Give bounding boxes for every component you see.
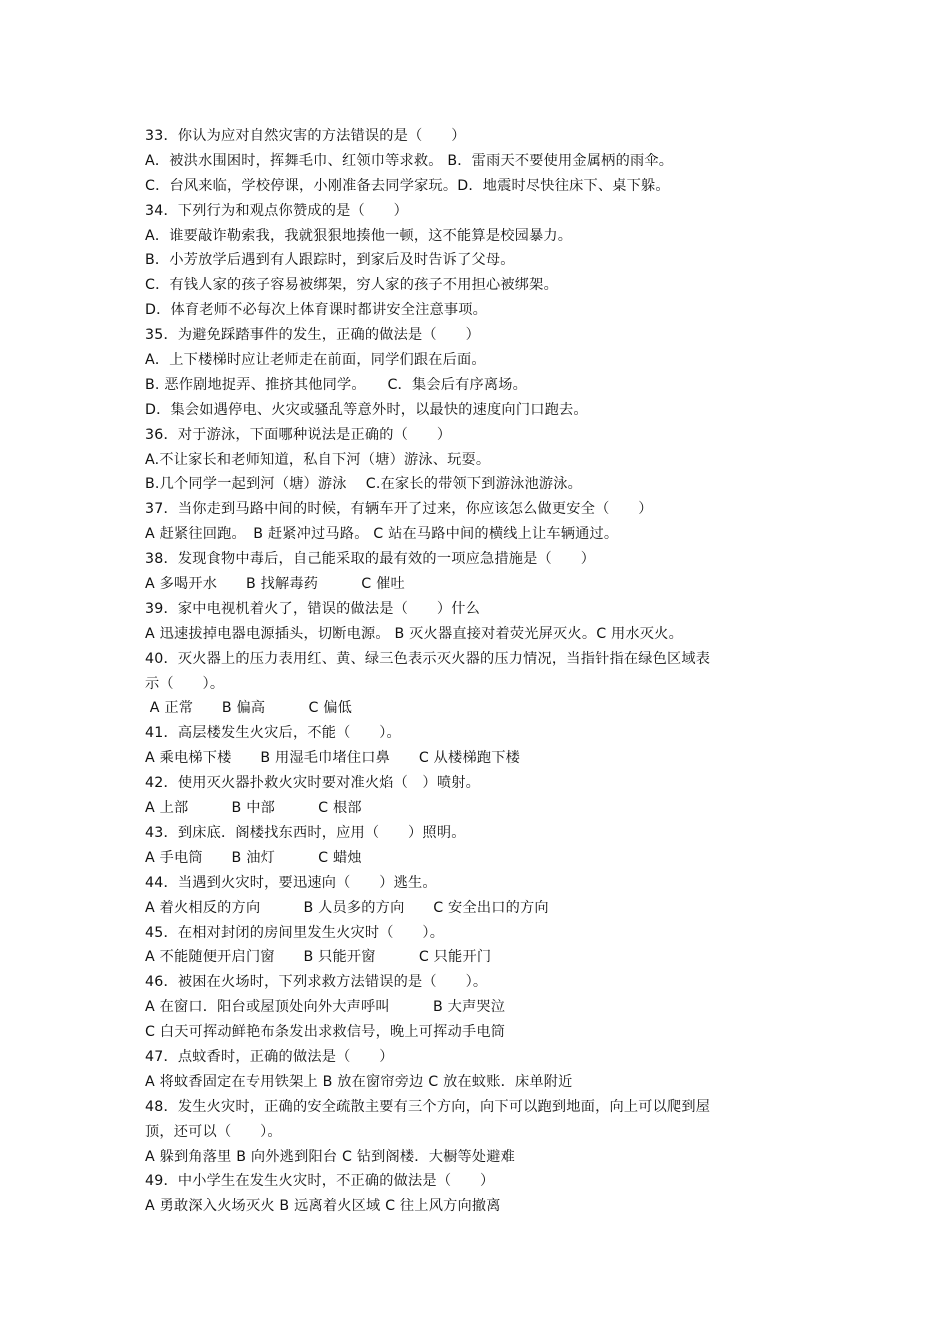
question-42: 42．使用灭火器扑救火灾时要对准火焰（ ）喷射。 — [145, 775, 480, 792]
answer-option: A．上下楼梯时应让老师走在前面，同学们跟在后面。 — [145, 352, 486, 369]
answer-options: C．台风来临，学校停课，小刚准备去同学家玩。D．地震时尽快往床下、桌下躲。 — [145, 177, 670, 194]
answer-options: B.几个同学一起到河（塘）游泳 C.在家长的带领下到游泳池游泳。 — [145, 476, 583, 493]
question-38: 38．发现食物中毒后，自己能采取的最有效的一项应急措施是（ ） — [145, 551, 596, 568]
question-33: 33．你认为应对自然灾害的方法错误的是（ ） — [145, 128, 466, 144]
answer-options: A 着火相反的方向 B 人员多的方向 C 安全出口的方向 — [145, 899, 549, 916]
answer-options: A 迅速拔掉电器电源插头，切断电源。 B 灭火器直接对着荧光屏灭火。C 用水灭火。 — [145, 625, 683, 642]
answer-options: A 躲到角落里 B 向外逃到阳台 C 钻到阁楼．大橱等处避难 — [145, 1148, 516, 1165]
answer-option: C．有钱人家的孩子容易被绑架，穷人家的孩子不用担心被绑架。 — [145, 277, 558, 294]
answer-option: C 白天可挥动鲜艳布条发出求救信号，晚上可挥动手电筒 — [145, 1024, 506, 1041]
answer-options: A 在窗口．阳台或屋顶处向外大声呼叫 B 大声哭泣 — [145, 999, 506, 1016]
answer-options: A 不能随便开启门窗 B 只能开窗 C 只能开门 — [145, 949, 492, 966]
question-48: 48．发生火灾时，正确的安全疏散主要有三个方向，向下可以跑到地面，向上可以爬到屋 — [145, 1098, 711, 1115]
answer-options: A 赶紧往回跑。 B 赶紧冲过马路。 C 站在马路中间的横线上让车辆通过。 — [145, 526, 619, 543]
answer-options: A 多喝开水 B 找解毒药 C 催吐 — [145, 576, 405, 593]
answer-options: A 上部 B 中部 C 根部 — [145, 800, 362, 817]
answer-options: A 正常 B 偏高 C 偏低 — [145, 700, 353, 717]
answer-options: A 勇敢深入火场灭火 B 远离着火区域 C 往上风方向撤离 — [145, 1198, 501, 1215]
answer-option: D．集会如遇停电、火灾或骚乱等意外时，以最快的速度向门口跑去。 — [145, 401, 588, 418]
question-35: 35．为避免踩踏事件的发生，正确的做法是（ ） — [145, 327, 480, 344]
question-49: 49．中小学生在发生火灾时，不正确的做法是（ ） — [145, 1173, 495, 1190]
answer-options: A 手电筒 B 油灯 C 蜡烛 — [145, 849, 362, 866]
question-41: 41．高层楼发生火灾后，不能（ ）。 — [145, 725, 401, 742]
answer-option: A.不让家长和老师知道，私自下河（塘）游泳、玩耍。 — [145, 451, 491, 468]
question-36: 36．对于游泳，下面哪种说法是正确的（ ） — [145, 426, 452, 443]
answer-options: A 将蚊香固定在专用铁架上 B 放在窗帘旁边 C 放在蚊账．床单附近 — [145, 1073, 573, 1090]
answer-options: B. 恶作剧地捉弄、推挤其他同学。 C．集会后有序离场。 — [145, 376, 528, 393]
answer-option: B．小芳放学后遇到有人跟踪时，到家后及时告诉了父母。 — [145, 252, 515, 269]
question-40-continued: 示（ ）。 — [145, 675, 225, 692]
question-44: 44．当遇到火灾时，要迅速向（ ）逃生。 — [145, 874, 437, 891]
question-47: 47．点蚊香时，正确的做法是（ ） — [145, 1048, 394, 1065]
question-40: 40．灭火器上的压力表用红、黄、绿三色表示灭火器的压力情况，当指针指在绿色区域表 — [145, 650, 711, 667]
answer-options: A．被洪水围困时，挥舞毛巾、红领巾等求救。 B．雷雨天不要使用金属柄的雨伞。 — [145, 152, 674, 169]
question-37: 37．当你走到马路中间的时候，有辆车开了过来，你应该怎么做更安全（ ） — [145, 501, 653, 518]
question-48-continued: 顶，还可以（ ）。 — [145, 1123, 282, 1140]
question-46: 46．被困在火场时，下列求救方法错误的是（ ）。 — [145, 974, 488, 991]
question-45: 45．在相对封闭的房间里发生火灾时（ ）。 — [145, 924, 445, 941]
question-34: 34．下列行为和观点你赞成的是（ ） — [145, 202, 409, 219]
answer-option: A．谁要敲诈勒索我，我就狠狠地揍他一顿，这不能算是校园暴力。 — [145, 227, 573, 244]
answer-option: D．体育老师不必每次上体育课时都讲安全注意事项。 — [145, 302, 488, 319]
answer-options: A 乘电梯下楼 B 用湿毛巾堵住口鼻 C 从楼梯跑下楼 — [145, 750, 520, 767]
question-39: 39．家中电视机着火了，错误的做法是（ ）什么 — [145, 600, 480, 617]
question-list — [145, 124, 825, 1219]
question-43: 43．到床底．阁楼找东西时，应用（ ）照明。 — [145, 824, 466, 841]
